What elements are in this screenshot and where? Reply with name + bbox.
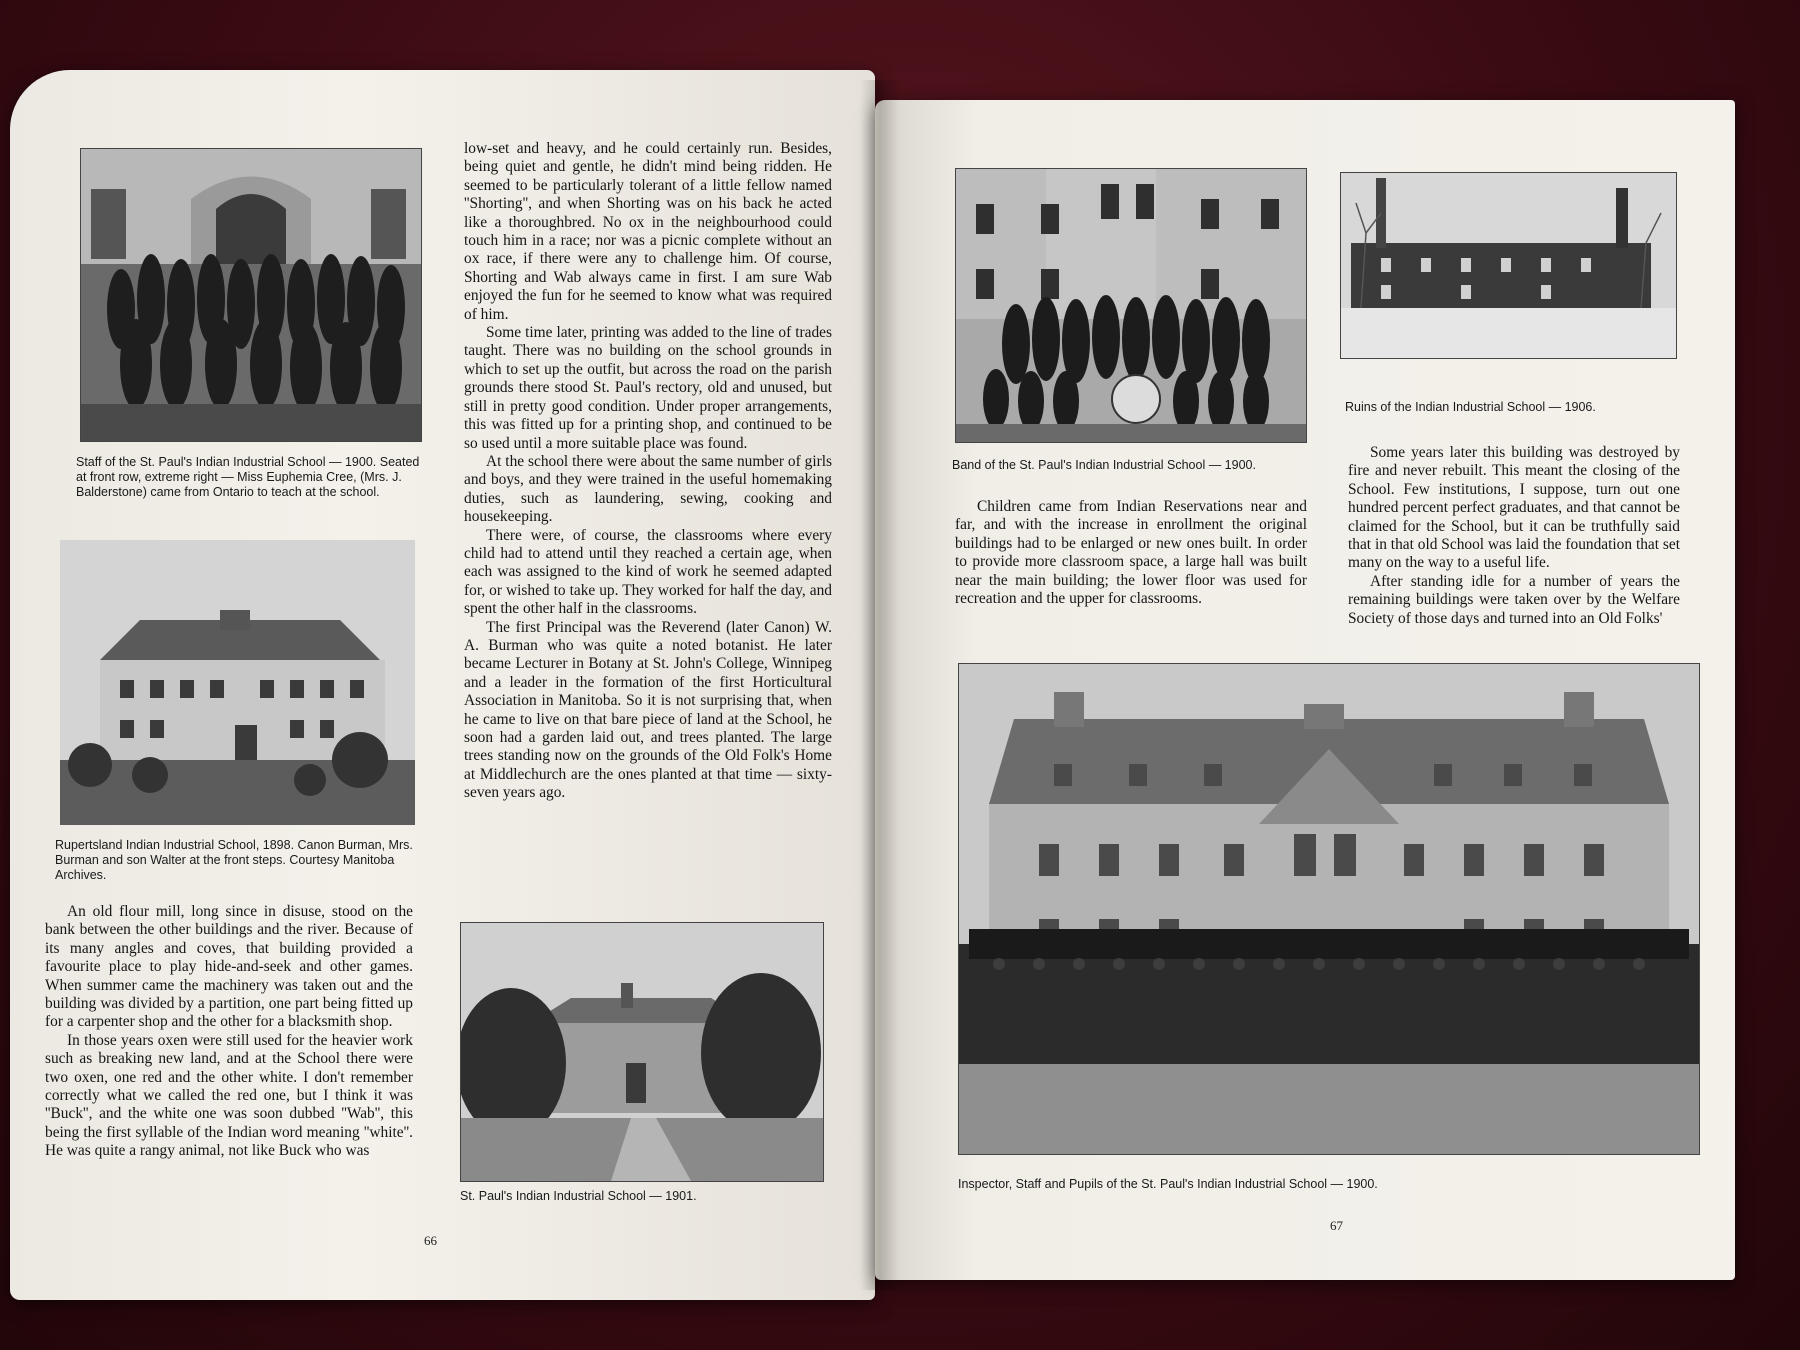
photo-caption: Inspector, Staff and Pupils of the St. Paul's Indian Industrial School — 1900. [958,1177,1378,1191]
paragraph: low-set and heavy, and he could certainly run. Besides, being quiet and gentle, he didn't mind being ridden. He seemed to be particularly tolerant of a little fellow named ''Shorting'', and when Shorting was on his back he acted like a thoroughbred. No ox in the neighbourhood could touch him in a race; nor was a picnic complete without an ox race, if there were any to challenge him. Of course, Shorting and Wab always came in first. I am sure Wab enjoyed the fun for he seemed to know what was required of him. [464,140,832,323]
paragraph: The first Principal was the Reverend (later Canon) W. A. Burman who was quite a noted botanist. He later became Lecturer in Botany at St. John's College, Winnipeg and a leader in the formation of the first Horticultural Association in Manitoba. So it is not surprising that, when he came to live on that bare piece of land at the School, he soon had a garden laid out, and trees planted. The large trees standing now on the grounds of the Old Folk's Home at Middlechurch are the ones planted at that time — sixty-seven years ago. [464,618,832,802]
left-column-2-text [464,140,832,803]
photo-caption: Staff of the St. Paul's Indian Industrial School — 1900. Seated at front row, extreme right — Miss Euphemia Cree, (Mrs. J. Balderstone) came from Ontario to teach at the school. [76,455,420,499]
paragraph: Children came from Indian Reservations near and far, and with the increase in enrollment the original buildings had to be enlarged or new ones built. In order to provide more classroom space, a large hall was built near the main building; the lower floor was used for recreation and the upper for classrooms. [955,498,1307,608]
staff-group-photo [80,148,422,442]
paragraph: After standing idle for a number of years the remaining buildings were taken over by the Welfare Society of those days and turned into an Old Folks' [1348,572,1680,627]
book-spine [860,80,900,1290]
left-column-1-text [45,903,413,1161]
school-pupils-photo [958,663,1700,1155]
paragraph: At the school there were about the same number of girls and boys, and they were trained in the useful homemaking duties, such as laundering, sewing, cooking and housekeeping. [464,452,832,526]
page-number: 66 [424,1233,437,1248]
paragraph: Some time later, printing was added to the line of trades taught. There was no building on the school grounds in which to set up the outfit, but across the road on the parish grounds there stood St. Paul's rectory, old and unused, but still in pretty good condition. Under proper arrangements, this was fitted up for a printing shop, and continued to be so used until a more suitable place was found. [464,324,832,452]
rupertsland-school-photo [60,540,415,825]
right-column-1-text [955,498,1307,608]
band-photo [955,168,1307,443]
photo-caption: Band of the St. Paul's Indian Industrial School — 1900. [952,458,1256,472]
ruins-photo [1340,172,1677,359]
paragraph: There were, of course, the classrooms where every child had to attend until they reached a certain age, when each was assigned to the kind of work he seemed adapted for, or wished to take up. They worked for half the day, and spent the other half in the classrooms. [464,526,832,618]
paragraph: Some years later this building was destroyed by fire and never rebuilt. This meant the closing of the School. Few institutions, I suppose, turn out one hundred percent perfect graduates, and that cannot be claimed for the School, but it can be truthfully said that in that old School was laid the foundation that set many on the way to a useful life. [1348,444,1680,572]
school-1901-photo [460,922,824,1182]
paragraph: In those years oxen were still used for the heavier work such as breaking new land, and at the School there were two oxen, one red and the other white. I don't remember correctly what we called the red one, but I think it was ''Buck'', and the white one was soon dubbed ''Wab'', this being the first syllable of the Indian word meaning ''white''. He was quite a rangy animal, not like Buck who was [45,1031,413,1160]
photo-caption: St. Paul's Indian Industrial School — 1901. [460,1189,697,1203]
photo-caption: Ruins of the Indian Industrial School — 1906. [1345,400,1596,414]
right-column-2-text [1348,444,1680,628]
photo-caption: Rupertsland Indian Industrial School, 1898. Canon Burman, Mrs. Burman and son Walter at the front steps. Courtesy Manitoba Archives. [55,838,413,882]
page-number: 67 [1330,1218,1343,1233]
paragraph: An old flour mill, long since in disuse, stood on the bank between the other buildings and the river. Because of its many angles and coves, that building provided a favourite place to play hide-and-seek and other games. When summer came the machinery was taken out and the building was divided by a partition, one part being fitted up for a carpenter shop and the other for a blacksmith shop. [45,903,413,1031]
